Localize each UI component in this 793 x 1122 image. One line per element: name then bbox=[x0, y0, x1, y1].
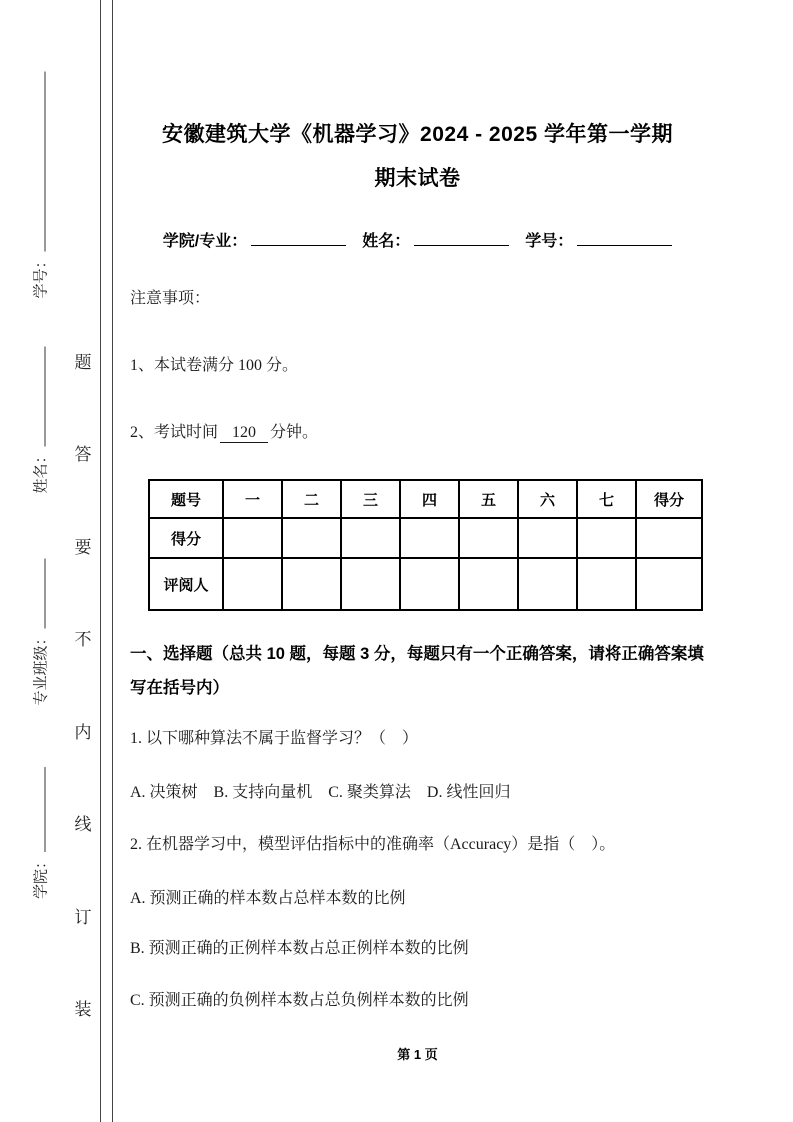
score-table-header: 得分 bbox=[636, 480, 702, 518]
seal-char: 要 bbox=[74, 537, 92, 557]
student-info-line bbox=[130, 228, 705, 251]
score-table-header: 三 bbox=[341, 480, 400, 518]
score-table bbox=[148, 479, 703, 611]
seal-char: 装 bbox=[74, 999, 92, 1019]
margin-field-class-blank bbox=[33, 558, 46, 628]
reviewer-cell bbox=[518, 558, 577, 610]
score-cell bbox=[636, 518, 702, 558]
name-blank bbox=[414, 232, 509, 246]
dept-blank bbox=[251, 232, 346, 246]
score-cell bbox=[577, 518, 636, 558]
reviewer-cell bbox=[341, 558, 400, 610]
score-row bbox=[149, 518, 702, 558]
margin-field-name-label: 姓名： bbox=[32, 448, 50, 494]
seal-char: 内 bbox=[74, 722, 92, 742]
question-1-options: A. 决策树 B. 支持向量机 C. 聚类算法 D. 线性回归 bbox=[130, 784, 511, 801]
question-2-text: 2. 在机器学习中，模型评估指标中的准确率（Accuracy）是指（ ）。 bbox=[130, 836, 616, 853]
seal-char: 线 bbox=[74, 815, 92, 835]
margin-field-class-label: 专业班级： bbox=[32, 630, 50, 706]
section-one-heading: 一、选择题（总共 10 题，每题 3 分，每题只有一个正确答案，请将正确答案填写在括号内） bbox=[130, 645, 704, 697]
sid-blank bbox=[577, 232, 672, 246]
question-2-option-a: A. 预测正确的样本数占总样本数的比例 bbox=[130, 890, 406, 907]
score-table-header: 五 bbox=[459, 480, 518, 518]
exam-title-line2: 期末试卷 bbox=[374, 167, 461, 190]
question-1-text: 1. 以下哪种算法不属于监督学习？（ ） bbox=[130, 730, 419, 747]
margin-field-class bbox=[30, 558, 51, 705]
seal-char: 订 bbox=[74, 907, 92, 927]
exam-body bbox=[130, 120, 705, 1013]
margin-field-student-id bbox=[30, 71, 51, 298]
score-row-label: 得分 bbox=[149, 518, 223, 558]
score-cell bbox=[341, 518, 400, 558]
reviewer-row-label: 评阅人 bbox=[149, 558, 223, 610]
binding-line-inner bbox=[112, 0, 113, 1122]
reviewer-cell bbox=[282, 558, 341, 610]
seal-char: 题 bbox=[74, 353, 92, 372]
sid-label: 学号： bbox=[525, 233, 574, 250]
note-item-2-prefix: 2、考试时间 bbox=[130, 424, 219, 441]
page-number: 第 1 页 bbox=[397, 1047, 438, 1062]
margin-field-college bbox=[30, 767, 51, 899]
margin-field-name bbox=[30, 346, 51, 493]
reviewer-cell bbox=[459, 558, 518, 610]
score-cell bbox=[518, 518, 577, 558]
score-cell bbox=[400, 518, 459, 558]
margin-field-name-blank bbox=[33, 346, 46, 446]
score-table-header: 四 bbox=[400, 480, 459, 518]
score-table-header: 一 bbox=[223, 480, 282, 518]
margin-field-college-label: 学院： bbox=[32, 853, 50, 900]
question-2-option-c: C. 预测正确的负例样本数占总负例样本数的比例 bbox=[130, 992, 469, 1009]
binding-line-outer bbox=[100, 0, 101, 1122]
question-2-option-b: B. 预测正确的正例样本数占总正例样本数的比例 bbox=[130, 940, 469, 957]
margin-field-student-id-blank bbox=[33, 71, 46, 251]
margin-field-student-id-label: 学号： bbox=[32, 253, 50, 299]
score-table-header: 二 bbox=[282, 480, 341, 518]
score-table-header: 七 bbox=[577, 480, 636, 518]
notes-heading: 注意事项： bbox=[130, 290, 211, 307]
note-item-1: 1、本试卷满分 100 分。 bbox=[130, 357, 299, 374]
note-item-2 bbox=[130, 419, 705, 443]
score-cell bbox=[282, 518, 341, 558]
reviewer-cell bbox=[400, 558, 459, 610]
dept-label: 学院/专业： bbox=[162, 233, 248, 250]
reviewer-cell bbox=[223, 558, 282, 610]
seal-char: 答 bbox=[74, 445, 92, 465]
score-table-header: 六 bbox=[518, 480, 577, 518]
exam-title-line1: 安徽建筑大学《机器学习》2024 - 2025 学年第一学期 bbox=[162, 123, 673, 146]
reviewer-cell bbox=[636, 558, 702, 610]
score-table-header: 题号 bbox=[149, 480, 223, 518]
reviewer-cell bbox=[577, 558, 636, 610]
note-item-2-suffix: 分钟。 bbox=[270, 424, 319, 441]
seal-char: 不 bbox=[74, 630, 92, 650]
score-table-header-row bbox=[149, 480, 702, 518]
reviewer-row bbox=[149, 558, 702, 610]
score-cell bbox=[223, 518, 282, 558]
score-cell bbox=[459, 518, 518, 558]
margin-field-college-blank bbox=[33, 767, 46, 852]
name-label: 姓名： bbox=[362, 233, 411, 250]
seal-line-text bbox=[72, 348, 94, 1020]
exam-duration-value: 120 bbox=[220, 424, 268, 443]
